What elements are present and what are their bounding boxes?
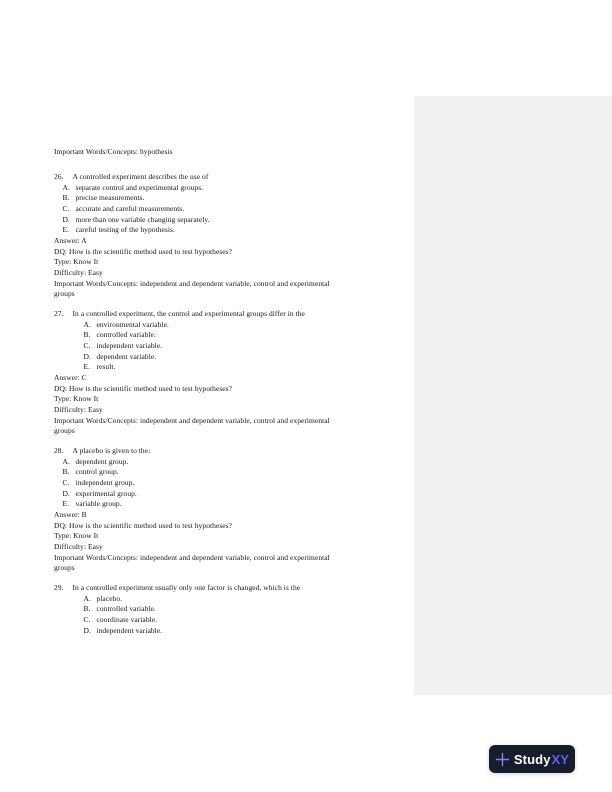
answer-option [54, 341, 399, 352]
option-text: accurate and careful measurements. [75, 203, 185, 213]
option-text: dependent group. [75, 456, 129, 466]
meta-line: Difficulty: Easy [54, 404, 103, 414]
option-text: independent variable. [96, 340, 163, 350]
option-text: controlled variable. [96, 604, 156, 614]
question-number: 26. [54, 171, 64, 181]
option-text: precise measurements. [75, 193, 145, 203]
option-letter: A. [62, 182, 70, 192]
option-letter: D. [62, 214, 70, 224]
option-text: dependent variable. [96, 351, 157, 361]
answer-option [54, 499, 399, 510]
option-letter: D. [83, 351, 91, 361]
answer-option [54, 604, 399, 615]
question-text: A placebo is given to the: [72, 446, 151, 456]
meta-line: Type: Know It [54, 394, 99, 404]
answer-option [54, 352, 399, 363]
meta-line: Important Words/Concepts: independent and dependent variable, control and experimental [54, 278, 330, 288]
question-block [54, 172, 399, 300]
question-line [54, 172, 399, 183]
questions-container [54, 172, 399, 636]
options-list [54, 457, 399, 510]
option-letter: C. [62, 478, 70, 488]
meta-line: Difficulty: Easy [54, 541, 103, 551]
option-letter: E. [83, 362, 91, 372]
options-list [54, 594, 399, 637]
meta-line: groups [54, 289, 75, 299]
answer-option [54, 362, 399, 373]
question-line [54, 446, 399, 457]
meta-line: Difficulty: Easy [54, 267, 103, 277]
option-letter: C. [83, 340, 91, 350]
option-text: separate control and experimental groups. [75, 182, 204, 192]
option-text: result. [96, 362, 116, 372]
question-text: In a controlled experiment, the control and experimental groups differ in the [72, 309, 305, 319]
answer-option [54, 457, 399, 468]
options-list [54, 320, 399, 373]
meta-line: Answer: A [54, 235, 87, 245]
option-letter: E. [62, 225, 70, 235]
option-text: variable group. [75, 499, 122, 509]
meta-line: Type: Know It [54, 257, 99, 267]
option-letter: B. [83, 330, 91, 340]
option-text: controlled variable. [96, 330, 156, 340]
option-text: more than one variable changing separately. [75, 214, 210, 224]
option-letter: A. [62, 456, 70, 466]
answer-option [54, 467, 399, 478]
option-text: placebo. [96, 593, 123, 603]
question-line [54, 583, 399, 594]
answer-option [54, 183, 399, 194]
option-letter: B. [62, 193, 70, 203]
meta-line: groups [54, 563, 75, 573]
meta-line: DQ: How is the scientific method used to test hypotheses? [54, 246, 233, 256]
question-text: In a controlled experiment usually only one factor is changed, which is the [72, 583, 301, 593]
option-text: experimental group. [75, 488, 137, 498]
studyxy-logo [489, 745, 575, 773]
answer-option [54, 489, 399, 500]
answer-option [54, 330, 399, 341]
option-letter: B. [83, 604, 91, 614]
answer-option [54, 615, 399, 626]
meta-line: Answer: C [54, 372, 87, 382]
option-letter: D. [62, 488, 70, 498]
question-block [54, 583, 399, 636]
answer-option [54, 478, 399, 489]
logo-text-xy: XY [551, 751, 570, 767]
option-letter: C. [62, 203, 70, 213]
meta-line: Answer: B [54, 510, 87, 520]
option-text: environmental variable. [96, 319, 169, 329]
question-block [54, 309, 399, 437]
option-letter: A. [83, 319, 91, 329]
question-meta [54, 373, 399, 437]
right-gray-panel [414, 96, 612, 695]
answer-option [54, 193, 399, 204]
answer-option [54, 215, 399, 226]
answer-option [54, 204, 399, 215]
question-text: A controlled experiment describes the use of [72, 171, 209, 181]
important-words-line: Important Words/Concepts: hypothesis [54, 147, 173, 156]
option-text: coordinate variable. [96, 615, 158, 625]
question-number: 29. [54, 583, 64, 593]
option-text: independent variable. [96, 625, 163, 635]
options-list [54, 183, 399, 236]
question-line [54, 309, 399, 320]
logo-text-study: Study [513, 751, 551, 767]
option-letter: A. [83, 593, 91, 603]
meta-line: Important Words/Concepts: independent and dependent variable, control and experimental [54, 552, 330, 562]
question-number: 27. [54, 309, 64, 319]
answer-option [54, 594, 399, 605]
answer-option [54, 626, 399, 637]
question-meta [54, 236, 399, 300]
option-letter: B. [62, 467, 70, 477]
option-letter: C. [83, 615, 91, 625]
meta-line: groups [54, 426, 75, 436]
meta-line: Type: Know It [54, 531, 99, 541]
meta-line: DQ: How is the scientific method used to test hypotheses? [54, 383, 233, 393]
option-letter: D. [83, 625, 91, 635]
question-number: 28. [54, 446, 64, 456]
answer-option [54, 320, 399, 331]
plus-icon [495, 752, 510, 767]
document-content [54, 147, 399, 636]
question-meta [54, 510, 399, 574]
option-text: independent group. [75, 478, 135, 488]
answer-option [54, 225, 399, 236]
option-text: control group. [75, 467, 119, 477]
meta-line: Important Words/Concepts: independent and dependent variable, control and experimental [54, 415, 330, 425]
option-letter: E. [62, 499, 70, 509]
meta-line: DQ: How is the scientific method used to test hypotheses? [54, 520, 233, 530]
question-block [54, 446, 399, 574]
option-text: careful testing of the hypothesis. [75, 225, 175, 235]
